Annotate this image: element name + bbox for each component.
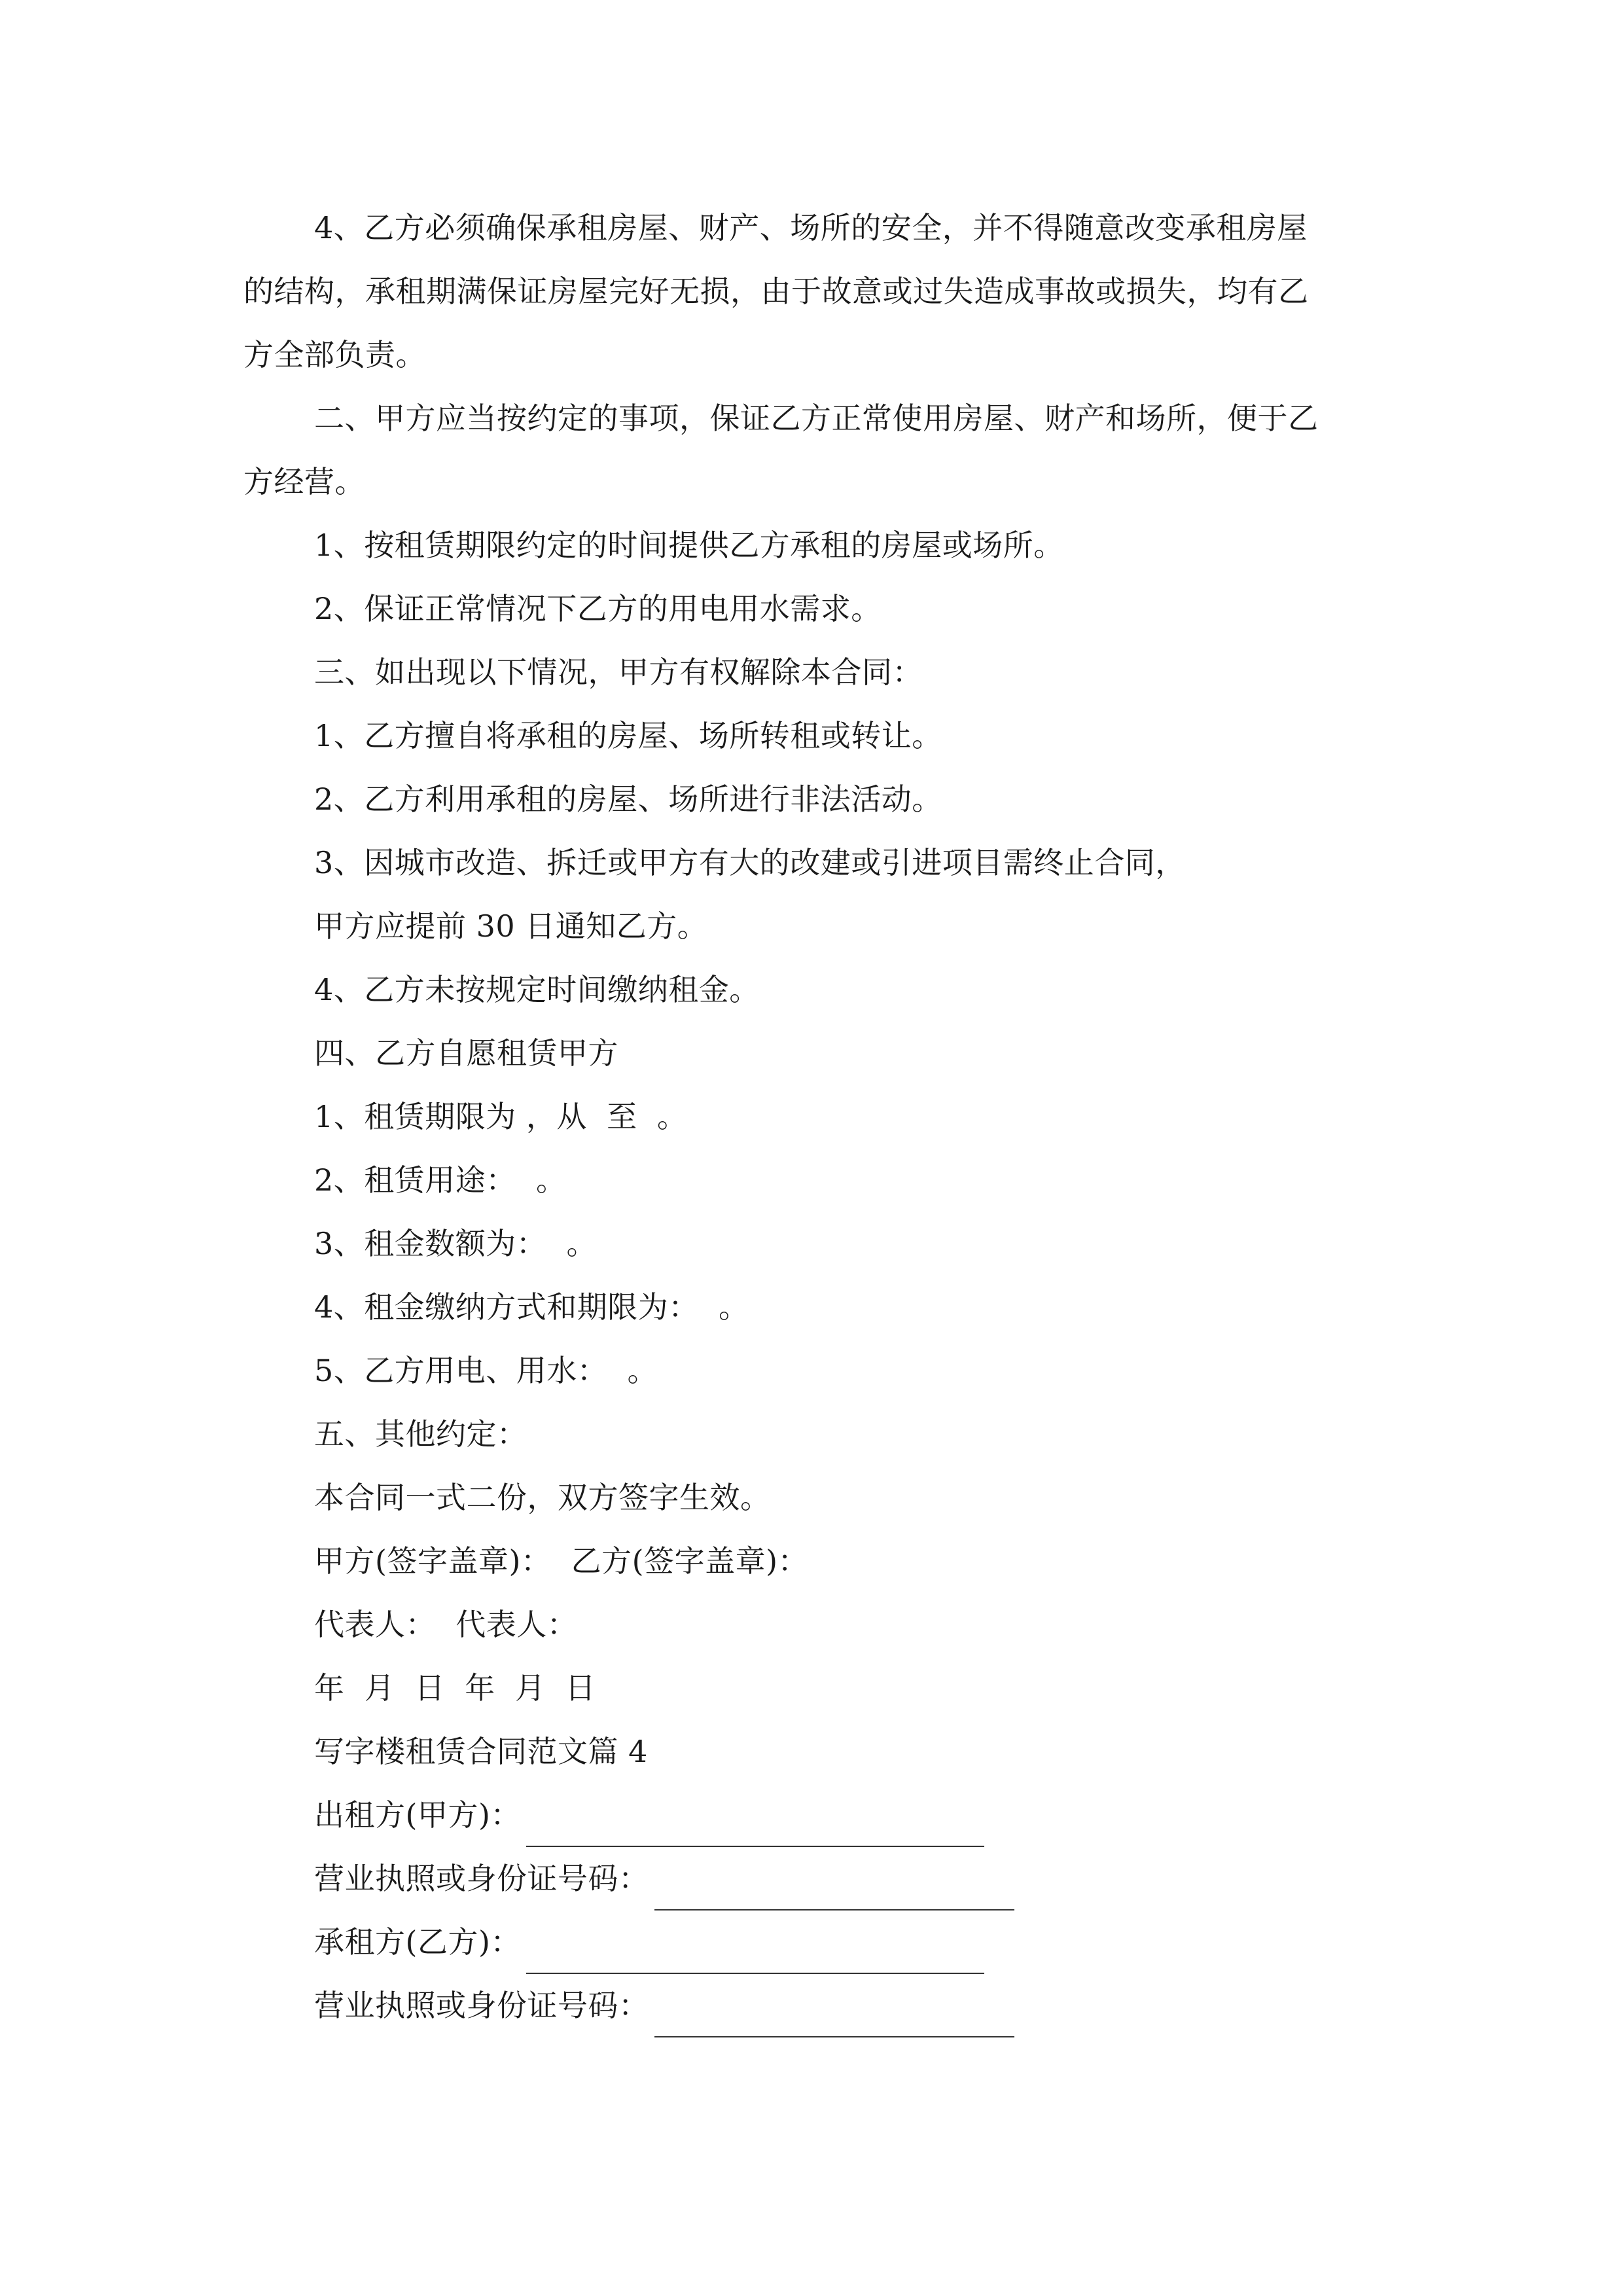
section-2-item-1: 1、按租赁期限约定的时间提供乙方承租的房屋或场所。: [314, 528, 1064, 563]
next-contract-title: 写字楼租赁合同范文篇 4: [314, 1734, 648, 1769]
lessor-blank: [526, 1805, 984, 1847]
section-3-item-1: 1、乙方擅自将承租的房屋、场所转租或转让。: [314, 718, 942, 753]
section-3-item-2: 2、乙方利用承租的房屋、场所进行非法活动。: [314, 781, 942, 817]
lessee-id-blank: [654, 1996, 1014, 2037]
lessee-field: [243, 1910, 1382, 1974]
lessee-blank: [526, 1932, 984, 1974]
clause-4-line-2: 的结构，承租期满保证房屋完好无损，由于故意或过失造成事故或损失，均有乙: [243, 274, 1309, 309]
lessor-id-blank: [654, 1869, 1014, 1910]
section-3-item-4: 4、乙方未按规定时间缴纳租金。: [314, 972, 760, 1007]
section-4-item-1: 1、租赁期限为 ，从 至 。: [314, 1099, 688, 1134]
signature-line: 甲方(签字盖章)： 乙方(签字盖章)：: [314, 1543, 809, 1579]
lessee-id-label: 营业执照或身份证号码：: [314, 1988, 649, 2023]
section-3-item-3-cont: 甲方应提前 30 日通知乙方。: [314, 908, 708, 944]
representative-line: 代表人： 代表人：: [314, 1607, 578, 1642]
section-3-item-3: 3、因城市改造、拆迁或甲方有大的改建或引进项目需终止合同，: [314, 845, 1186, 880]
section-3-heading: 三、如出现以下情况，甲方有权解除本合同：: [314, 655, 923, 690]
section-5-heading: 五、其他约定：: [314, 1416, 527, 1452]
section-4-item-3: 3、租金数额为： 。: [314, 1226, 597, 1261]
section-2-item-2: 2、保证正常情况下乙方的用电用水需求。: [314, 591, 882, 626]
section-4-item-2: 2、租赁用途： 。: [314, 1162, 567, 1198]
lessor-label: 出租方(甲方)：: [314, 1797, 521, 1833]
section-4-item-5: 5、乙方用电、用水： 。: [314, 1353, 658, 1388]
lessor-field: [243, 1784, 1382, 1847]
clause-4-line-3: 方全部负责。: [243, 337, 426, 372]
date-line: 年 月 日 年 月 日: [314, 1670, 596, 1706]
lessee-label: 承租方(乙方)：: [314, 1924, 521, 1960]
lessor-id-label: 营业执照或身份证号码：: [314, 1861, 649, 1896]
clause-4-line-1: 4、乙方必须确保承租房屋、财产、场所的安全，并不得随意改变承租房屋: [314, 210, 1308, 245]
section-2-line-1: 二、甲方应当按约定的事项，保证乙方正常使用房屋、财产和场所，便于乙: [314, 401, 1319, 436]
lessor-id-field: [243, 1847, 1382, 1910]
section-4-item-4: 4、租金缴纳方式和期限为： 。: [314, 1289, 749, 1325]
section-4-heading: 四、乙方自愿租赁甲方: [314, 1035, 618, 1071]
lessee-id-field: [243, 1974, 1382, 2037]
section-2-line-2: 方经营。: [243, 464, 365, 499]
copies-statement: 本合同一式二份，双方签字生效。: [314, 1480, 771, 1515]
contract-body: [243, 196, 1382, 2037]
